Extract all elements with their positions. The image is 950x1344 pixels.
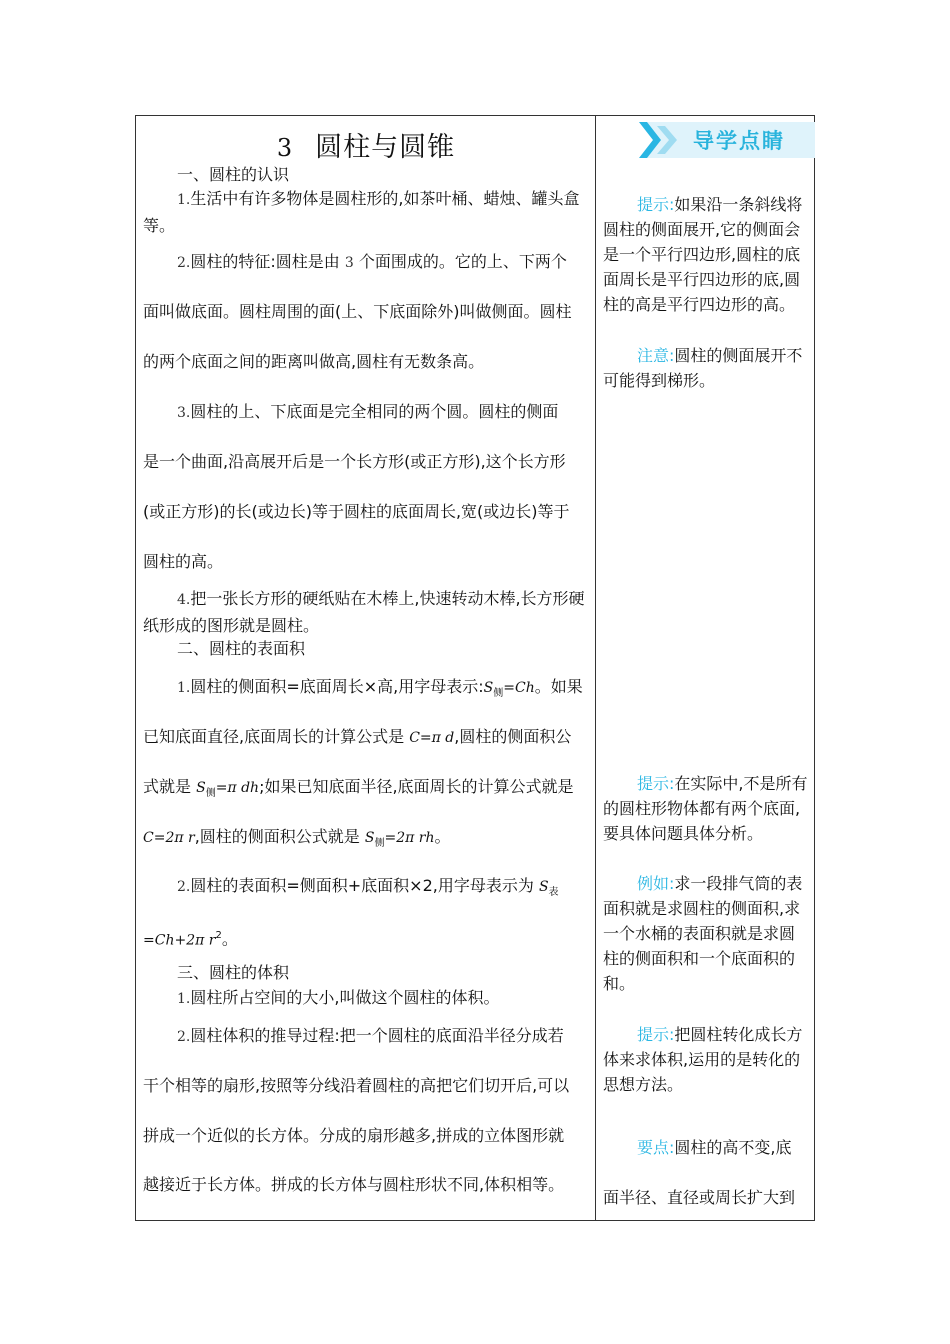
note-tip: 提示:如果沿一条斜线将圆柱的侧面展开,它的侧面会是一个平行四边形,圆柱的底面周长是平行四边形的底,圆柱的高是平行四边形的高。 — [603, 195, 803, 314]
chapter-title: 圆柱与圆锥 — [315, 132, 456, 163]
paragraph: 2.圆柱的表面积=侧面积+底面积×2,用字母表示为 $S_表$ — [177, 876, 559, 899]
paragraph-line: C=2π r,圆柱的侧面积公式就是 $S_侧=2\pi$ rh。 — [143, 827, 451, 850]
paragraph-line: 已知底面直径,底面周长的计算公式是 C=π d,圆柱的侧面积公 — [143, 727, 572, 746]
paragraph-line: 越接近于长方体。拼成的长方体与圆柱形状不同,体积相等。 — [143, 1175, 565, 1194]
paragraph-line: 面叫做底面。圆柱周围的面(上、下底面除外)叫做侧面。圆柱 — [143, 302, 572, 321]
paragraph-line: 拼成一个近似的长方体。分成的扇形越多,拼成的立体图形就 — [143, 1126, 565, 1145]
chapter-number: 3 — [276, 134, 294, 162]
column-divider — [595, 115, 596, 1221]
note-tip: 提示:把圆柱转化成长方体来求体积,运用的是转化的思想方法。 — [603, 1025, 803, 1094]
note-tip: 提示:在实际中,不是所有的圆柱形物体都有两个底面,要具体问题具体分析。 — [603, 774, 808, 843]
section-heading: 一、圆柱的认识 — [177, 165, 290, 184]
note-example: 例如:求一段排气筒的表面积就是求圆柱的侧面积,求一个水桶的表面积就是求圆柱的侧面积和一个底面积的和。 — [603, 874, 803, 993]
paragraph-line: 式就是 $S_侧=\pi$ dh;如果已知底面半径,底面周长的计算公式就是 — [143, 777, 574, 800]
paragraph: 1.圆柱所占空间的大小,叫做这个圆柱的体积。 — [177, 988, 500, 1007]
paragraph-line: =Ch+2π $r^2$。 — [143, 929, 238, 949]
paragraph-line: (或正方形)的长(或边长)等于圆柱的底面周长,宽(或边长)等于 — [143, 502, 570, 521]
banner-title: 导学点睛 — [693, 129, 785, 153]
note-caution: 注意:圆柱的侧面展开不可能得到梯形。 — [603, 346, 803, 390]
section-heading: 三、圆柱的体积 — [177, 963, 290, 982]
paragraph-line: 的两个底面之间的距离叫做高,圆柱有无数条高。 — [143, 352, 485, 371]
note-keypoint-line: 面半径、直径或周长扩大到 — [603, 1188, 796, 1207]
paragraph: 1.生活中有许多物体是圆柱形的,如茶叶桶、蜡烛、罐头盒等。 — [143, 189, 580, 235]
section-heading: 二、圆柱的表面积 — [177, 639, 306, 658]
paragraph: 3.圆柱的上、下底面是完全相同的两个圆。圆柱的侧面 — [177, 402, 559, 421]
paragraph-line: 干个相等的扇形,按照等分线沿着圆柱的高把它们切开后,可以 — [143, 1076, 570, 1095]
paragraph-line: 是一个曲面,沿高展开后是一个长方形(或正方形),这个长方形 — [143, 452, 566, 471]
paragraph: 1.圆柱的侧面积=底面周长×高,用字母表示$:S_侧=Ch$。如果 — [177, 677, 583, 700]
paragraph: 2.圆柱的特征:圆柱是由 3 个面围成的。它的上、下两个 — [177, 252, 567, 271]
paragraph: 2.圆柱体积的推导过程:把一个圆柱的底面沿半径分成若 — [177, 1026, 564, 1045]
note-keypoint: 要点:圆柱的高不变,底 — [637, 1138, 792, 1157]
paragraph: 4.把一张长方形的硬纸贴在木棒上,快速转动木棒,长方形硬纸形成的图形就是圆柱。 — [143, 589, 585, 635]
page-title — [143, 125, 589, 164]
paragraph-line: 圆柱的高。 — [143, 552, 224, 571]
